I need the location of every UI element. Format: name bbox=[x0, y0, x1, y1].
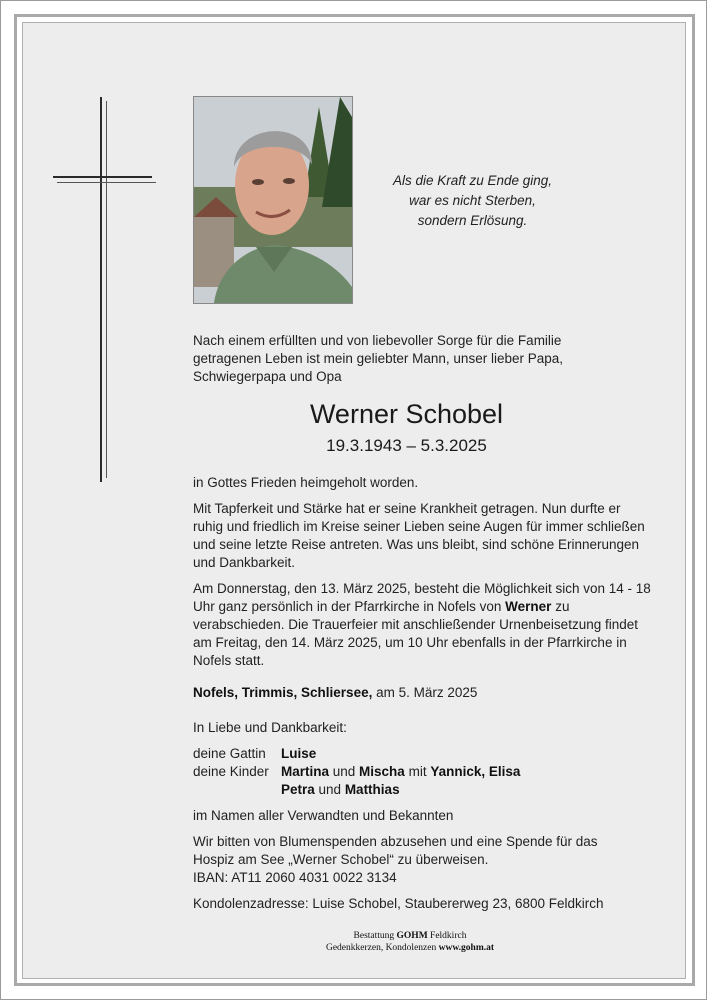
spende-iban: IBAN: AT11 2060 4031 0022 3134 bbox=[193, 870, 397, 885]
quote-line-1: Als die Kraft zu Ende ging, bbox=[392, 173, 553, 188]
funeral-home-name: GOHM bbox=[396, 931, 428, 941]
enkel: Yannick, Elisa bbox=[430, 764, 521, 779]
ceremony-text-1: Am Donnerstag, den 13. März 2025, besteht die Möglichkeit sich von 14 - 18 Uhr ganz persönlich in der Pfarrkirche in Nofels von bbox=[193, 581, 651, 614]
kind-1: Martina bbox=[281, 764, 330, 779]
kinder-label: deine Kinder bbox=[193, 764, 269, 779]
footer-line-2: Gedenkkerzen, Kondolenzen www.gohm.at bbox=[325, 943, 495, 953]
spende-text bbox=[193, 833, 653, 887]
notice-date: am 5. März 2025 bbox=[372, 685, 478, 700]
gattin-label: deine Gattin bbox=[193, 746, 266, 761]
footer bbox=[250, 930, 570, 954]
gattin-name: Luise bbox=[281, 746, 317, 761]
paragraph-ceremony bbox=[193, 580, 653, 670]
footer-link[interactable]: www.gohm.at bbox=[438, 943, 495, 953]
paragraph-illness: Mit Tapferkeit und Stärke hat er seine Krankheit getragen. Nun durfte er ruhig und friedlich im Kreise seiner Lieben seine Augen für immer schließen und seine letzte Reise antreten. Was uns bleibt, sind schöne Erinnerungen und Dankbarkeit. bbox=[193, 501, 645, 570]
family-row-kinder-2 bbox=[193, 781, 400, 799]
family-row-gattin bbox=[193, 745, 316, 763]
quote bbox=[380, 171, 565, 231]
family-row-kinder bbox=[193, 763, 520, 781]
life-dates: 19.3.1943 – 5.3.2025 bbox=[326, 436, 487, 455]
place-date bbox=[193, 684, 477, 702]
heimgeholt-text: in Gottes Frieden heimgeholt worden. bbox=[193, 475, 419, 490]
in-liebe: In Liebe und Dankbarkeit: bbox=[193, 720, 347, 735]
kind-4: Matthias bbox=[344, 782, 400, 797]
und-2: und bbox=[314, 782, 345, 797]
deceased-name: Werner Schobel bbox=[309, 399, 504, 429]
ceremony-text-2: zu verabschieden. Die Trauerfeier mit anschließender Urnenbeisetzung findet am Freitag, den 14. März 2025, um 10 Uhr ebenfalls in der Pfarrkirche in Nofels statt. bbox=[193, 599, 638, 668]
footer-line-1: Bestattung GOHM Feldkirch bbox=[353, 931, 467, 941]
places: Nofels, Trimmis, Schliersee, bbox=[193, 685, 373, 700]
kind-3: Petra bbox=[281, 782, 315, 797]
intro-text: Nach einem erfüllten und von liebevoller Sorge für die Familie getragenen Leben ist mein geliebter Mann, unser lieber Papa, Schwiegerpapa und Opa bbox=[193, 333, 563, 384]
und-1: und bbox=[329, 764, 360, 779]
quote-line-3: sondern Erlösung. bbox=[417, 213, 528, 228]
portrait-photo bbox=[193, 96, 353, 304]
kind-2: Mischa bbox=[359, 764, 405, 779]
spende-line-1: Wir bitten von Blumenspenden abzusehen und eine Spende für das bbox=[193, 834, 598, 849]
quote-line-2: war es nicht Sterben, bbox=[409, 193, 536, 208]
ceremony-name: Werner bbox=[505, 599, 552, 614]
namen-text: im Namen aller Verwandten und Bekannten bbox=[193, 808, 454, 823]
spende-line-2: Hospiz am See „Werner Schobel“ zu überweisen. bbox=[193, 852, 489, 867]
kondolenz-address: Kondolenzadresse: Luise Schobel, Staubererweg 23, 6800 Feldkirch bbox=[193, 896, 604, 911]
mit: mit bbox=[404, 764, 431, 779]
